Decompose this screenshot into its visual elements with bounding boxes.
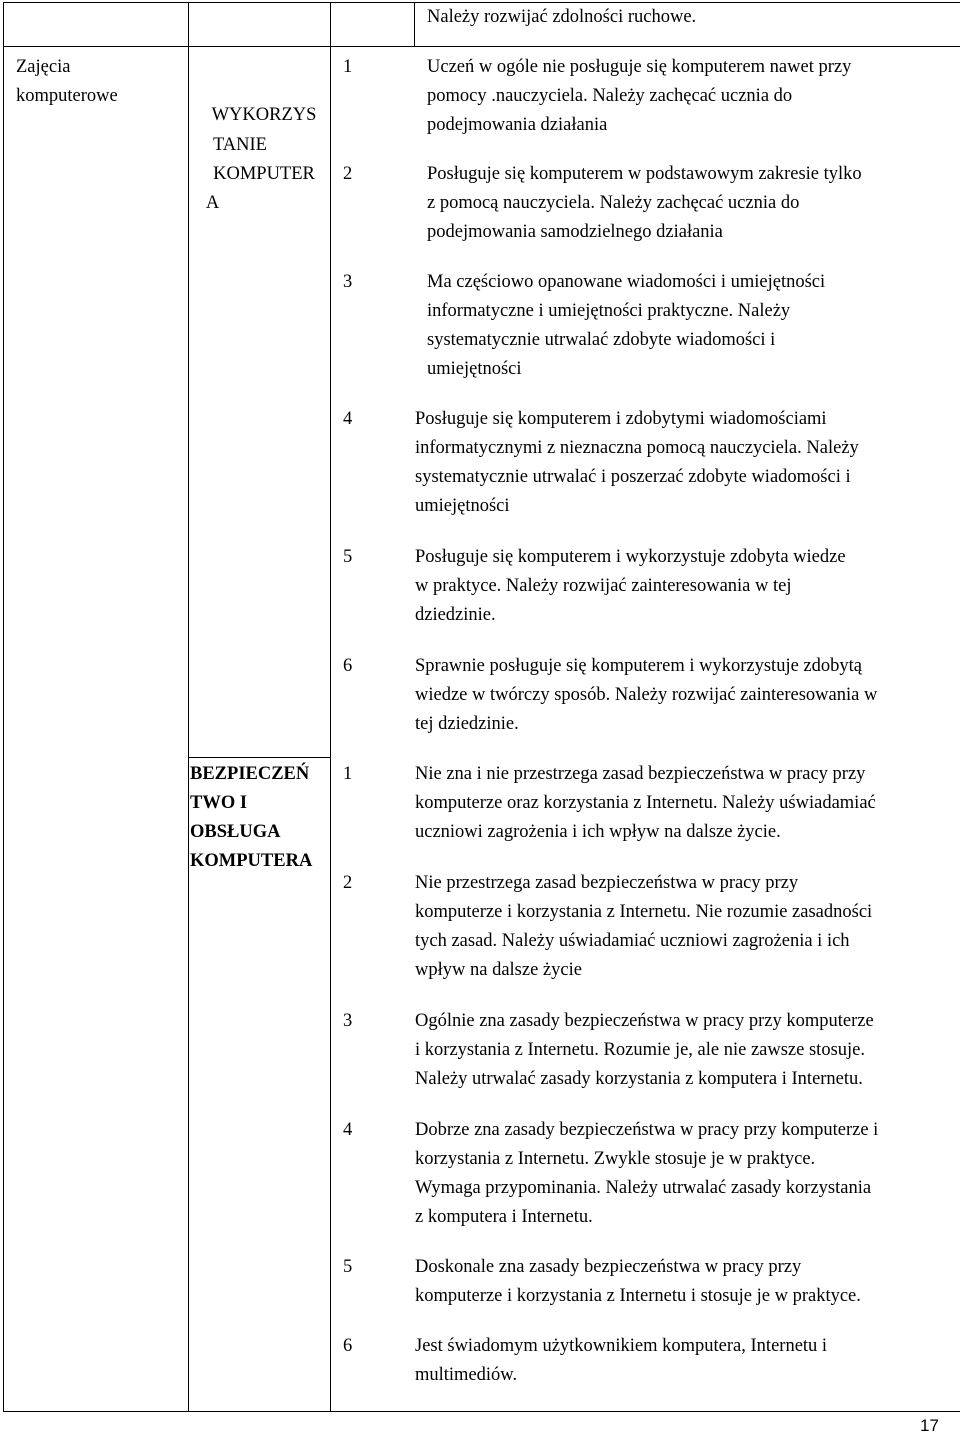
row-line: Doskonale zna zasady bezpieczeństwa w pracy przy xyxy=(415,1257,802,1277)
row-line: i korzystania z Internetu. Rozumie je, ale nie zawsze stosuje. xyxy=(415,1040,865,1060)
row-number: 4 xyxy=(343,1120,353,1140)
row-line: korzystania z Internetu. Zwykle stosuje je w praktyce. xyxy=(415,1149,816,1169)
row-line: z pomocą nauczyciela. Należy zachęcać ucznia do xyxy=(427,193,800,213)
subject-line-1: Zajęcia xyxy=(16,57,71,77)
column-divider-1 xyxy=(188,2,189,1412)
row-line: w praktyce. Należy rozwijać zainteresowania w tej xyxy=(415,576,792,596)
row-number: 6 xyxy=(343,656,353,676)
row-number: 5 xyxy=(343,1257,353,1277)
row-line: dziedzinie. xyxy=(415,605,496,625)
section-1-title-line-3: KOMPUTER xyxy=(213,164,315,184)
row-line: Uczeń w ogóle nie posługuje się komputerem nawet przy xyxy=(427,57,852,77)
row-line: informatyczne i umiejętności praktyczne. Należy xyxy=(427,301,791,321)
row-number: 3 xyxy=(343,1011,353,1031)
section-1-title-line-1: WYKORZYS xyxy=(211,105,317,125)
row-line: komputerze i korzystania z Internetu i stosuje je w praktyce. xyxy=(415,1286,861,1306)
row-line: Dobrze zna zasady bezpieczeństwa w pracy przy komputerze i xyxy=(415,1120,879,1140)
row-line: Nie przestrzega zasad bezpieczeństwa w pracy przy xyxy=(415,873,799,893)
section-1-title-line-4: A xyxy=(205,193,220,213)
row-line: multimediów. xyxy=(415,1365,518,1385)
row-line: wpływ na dalsze życie xyxy=(415,960,582,980)
row-number: 3 xyxy=(343,272,353,292)
section-divider xyxy=(188,757,330,758)
table-border-left xyxy=(3,2,4,1412)
row-line: informatycznymi z nieznaczna pomocą nauczyciela. Należy xyxy=(415,438,859,458)
row-line: komputerze i korzystania z Internetu. Nie rozumie zasadności xyxy=(415,902,873,922)
top-row-text: Należy rozwijać zdolności ruchowe. xyxy=(427,7,697,27)
row-line: Posługuje się komputerem w podstawowym zakresie tylko xyxy=(427,164,862,184)
row-line: Należy utrwalać zasady korzystania z komputera i Internetu. xyxy=(415,1069,863,1089)
row-line: Nie zna i nie przestrzega zasad bezpieczeństwa w pracy przy xyxy=(415,764,866,784)
column-divider-2 xyxy=(330,2,331,1412)
row-line: wiedze w twórczy sposób. Należy rozwijać zainteresowania w xyxy=(415,685,878,705)
section-2-title-line-3: OBSŁUGA xyxy=(190,822,281,842)
page-number: 17 xyxy=(920,1416,939,1435)
subject-line-2: komputerowe xyxy=(16,86,118,106)
row-line: uczniowi zagrożenia i ich wpływ na dalsze życie. xyxy=(415,822,781,842)
row-line: Posługuje się komputerem i zdobytymi wiadomościami xyxy=(415,409,827,429)
row-line: Ogólnie zna zasady bezpieczeństwa w pracy przy komputerze xyxy=(415,1011,874,1031)
row-number: 1 xyxy=(343,57,353,77)
row-line: podejmowania działania xyxy=(427,115,608,135)
column-divider-3-top xyxy=(414,2,415,46)
row-number: 2 xyxy=(343,873,353,893)
row-line: z komputera i Internetu. xyxy=(415,1207,593,1227)
section-2-title-line-2: TWO I xyxy=(190,793,248,813)
row-number: 2 xyxy=(343,164,353,184)
section-2-title-line-4: KOMPUTERA xyxy=(190,851,313,871)
row-line: komputerze oraz korzystania z Internetu. Należy uświadamiać xyxy=(415,793,876,813)
row-number: 1 xyxy=(343,764,353,784)
row-number: 5 xyxy=(343,547,353,567)
row-line: Wymaga przypominania. Należy utrwalać zasady korzystania xyxy=(415,1178,872,1198)
row-line: pomocy .nauczyciela. Należy zachęcać ucznia do xyxy=(427,86,793,106)
table-border-bottom xyxy=(3,1411,960,1412)
row-line: Ma częściowo opanowane wiadomości i umiejętności xyxy=(427,272,826,292)
section-1-title-line-2: TANIE xyxy=(212,135,267,155)
section-2-title-line-1: BEZPIECZEŃ xyxy=(190,764,310,784)
row-line: systematycznie utrwalać i poszerzać zdobyte wiadomości i xyxy=(415,467,851,487)
row-line: tych zasad. Należy uświadamiać uczniowi zagrożenia i ich xyxy=(415,931,850,951)
row-divider-top xyxy=(3,46,960,47)
row-line: umiejętności xyxy=(427,359,522,379)
row-number: 6 xyxy=(343,1336,353,1356)
row-line: tej dziedzinie. xyxy=(415,714,519,734)
row-line: Posługuje się komputerem i wykorzystuje zdobyta wiedze xyxy=(415,547,846,567)
row-line: Sprawnie posługuje się komputerem i wykorzystuje zdobytą xyxy=(415,656,862,676)
row-number: 4 xyxy=(343,409,353,429)
row-line: podejmowania samodzielnego działania xyxy=(427,222,723,242)
row-line: Jest świadomym użytkownikiem komputera, Internetu i xyxy=(415,1336,828,1356)
row-line: systematycznie utrwalać zdobyte wiadomości i xyxy=(427,330,776,350)
row-line: umiejętności xyxy=(415,496,510,516)
